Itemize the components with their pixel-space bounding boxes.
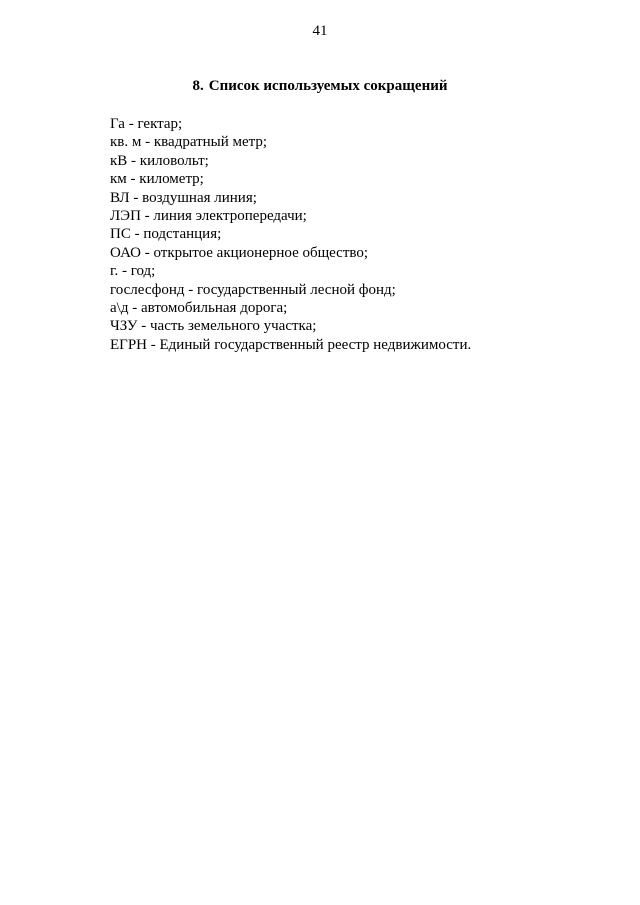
section-heading <box>0 77 640 95</box>
abbreviation-item: гослесфонд - государственный лесной фонд; <box>110 281 396 298</box>
abbreviation-item: ЧЗУ - часть земельного участка; <box>110 318 317 335</box>
abbreviation-item: км - километр; <box>110 171 204 188</box>
abbreviation-item: Га - гектар; <box>110 116 183 132</box>
abbreviation-item: а\д - автомобильная дорога; <box>110 300 288 317</box>
page-number: 41 <box>312 23 328 39</box>
abbreviation-item: ЕГРН - Единый государственный реестр недвижимости. <box>110 336 472 353</box>
abbreviation-item: кв. м - квадратный метр; <box>110 134 268 151</box>
abbreviation-item: ЛЭП - линия электропередачи; <box>110 208 307 225</box>
abbreviation-item: кВ - киловольт; <box>110 152 209 169</box>
abbreviation-item: ВЛ - воздушная линия; <box>110 189 257 206</box>
abbreviation-item: ОАО - открытое акционерное общество; <box>110 244 369 261</box>
section-title: Список используемых сокращений <box>208 78 448 94</box>
abbreviation-item: ПС - подстанция; <box>110 226 222 243</box>
abbreviation-list <box>110 115 570 354</box>
section-number: 8. <box>192 78 204 94</box>
abbreviation-item: г. - год; <box>110 263 156 280</box>
